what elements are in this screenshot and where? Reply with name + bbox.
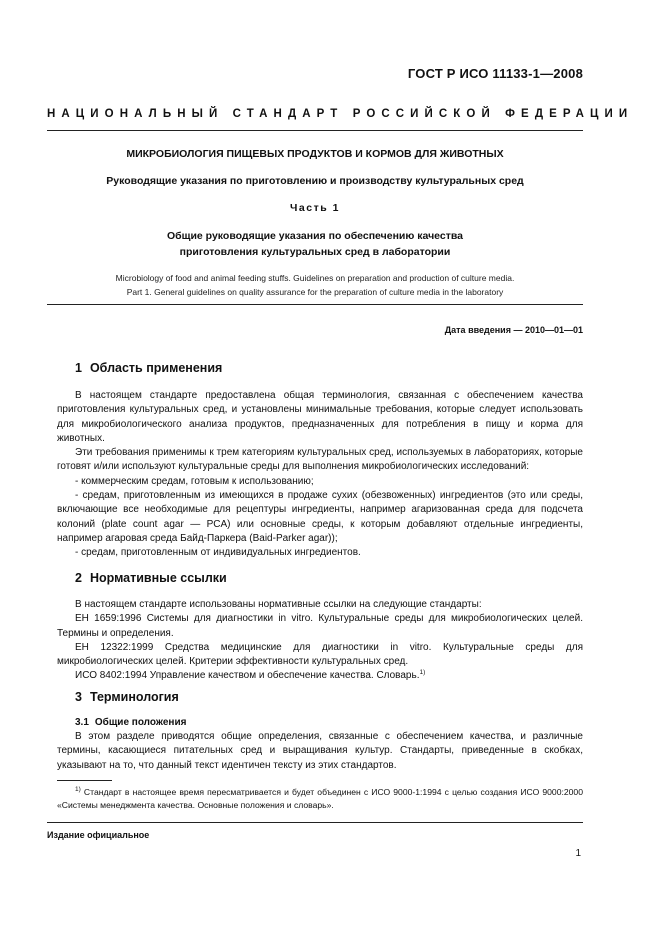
standard-subtitle: Руководящие указания по приготовлению и производству культуральных сред bbox=[106, 175, 524, 187]
document-code: ГОСТ Р ИСО 11133-1—2008 bbox=[407, 66, 583, 81]
section-3-title: Терминология bbox=[89, 690, 179, 704]
section-3-heading bbox=[75, 690, 179, 704]
national-standard-heading: НАЦИОНАЛЬНЫЙ СТАНДАРТ РОССИЙСКОЙ ФЕДЕРАЦИИ bbox=[47, 108, 634, 120]
english-title-line-1: Microbiology of food and animal feeding stuffs. Guidelines on preparation and production of culture media. bbox=[115, 273, 515, 283]
normative-reference bbox=[57, 669, 583, 683]
section-1-paragraph: В настоящем стандарте предоставлена общая терминология, связанная с обеспечением качества приготовления культуральных сред, и установлены минимальные требования, которые следует использовать для микробиологического анализа продуктов, предназначенных для потребления в пищу и корма для животных. bbox=[57, 390, 583, 444]
section-1-body bbox=[57, 389, 583, 561]
footnote bbox=[57, 786, 583, 812]
section-1-paragraph: Эти требования применимы к трем категориям культуральных сред, используемых в лабораториях, которые готовят и/или используют культуральные среды для выполнения микробиологических исследований: bbox=[57, 447, 583, 473]
section-3-body bbox=[57, 730, 583, 773]
standard-title: МИКРОБИОЛОГИЯ ПИЩЕВЫХ ПРОДУКТОВ И КОРМОВ ДЛЯ ЖИВОТНЫХ bbox=[126, 148, 504, 160]
section-2-body bbox=[57, 598, 583, 684]
official-edition-label: Издание официальное bbox=[47, 830, 150, 840]
section-3-paragraph: В этом разделе приводятся общие определения, связанные с обеспечением качества, и различные термины, касающиеся питательных сред и выращивания культур. Стандарты, приведенные в скобках, указывают на то, что данный текст идентичен тексту из этих стандартов. bbox=[57, 731, 583, 771]
page-number: 1 bbox=[575, 848, 581, 859]
list-item: - средам, приготовленным из имеющихся в продаже сухих (обезвоженных) ингредиентов (это или среды, включающие все необходимые для рецептуры ингредиенты, например агаризованная среда для подсчета колоний (plate count agar — PCA) или основные среды, к которым добавляют отдельные ингредиенты, например агаровая среда Байд-Паркера (Baid-Parker agar)); bbox=[57, 490, 583, 544]
section-1-heading bbox=[75, 361, 222, 375]
normative-reference-text: ИСО 8402:1994 Управление качеством и обеспечение качества. Словарь. bbox=[75, 670, 420, 682]
part-label: Часть 1 bbox=[290, 202, 340, 214]
subsection-3-1-number: 3.1 bbox=[75, 717, 89, 728]
header-divider bbox=[47, 130, 583, 131]
english-title-line-2: Part 1. General guidelines on quality assurance for the preparation of culture media in the laboratory bbox=[126, 287, 504, 297]
footnote-mark: 1) bbox=[75, 786, 81, 793]
subsection-3-1-heading bbox=[75, 717, 186, 728]
section-2-number: 2 bbox=[75, 571, 82, 585]
footnote-text bbox=[57, 786, 583, 812]
footnote-body: Стандарт в настоящее время пересматривается и будет объединен с ИСО 9000-1:1994 с целью создания ИСО 9000:2000 «Системы менеджмента качества. Основные положения и словарь». bbox=[57, 787, 583, 810]
introduction-date: Дата введения — 2010—01—01 bbox=[444, 325, 583, 335]
footnote-divider bbox=[57, 780, 112, 781]
footnote-reference[interactable]: 1) bbox=[419, 669, 426, 677]
section-2-title: Нормативные ссылки bbox=[89, 571, 227, 585]
title-divider bbox=[47, 304, 583, 305]
list-item: - средам, приготовленным от индивидуальных ингредиентов. bbox=[75, 547, 361, 559]
part-title bbox=[47, 228, 583, 260]
section-2-paragraph: В настоящем стандарте использованы нормативные ссылки на следующие стандарты: bbox=[75, 599, 482, 610]
normative-reference: ЕН 1659:1996 Системы для диагностики in vitro. Культуральные среды для микробиологических целей. Термины и определения. bbox=[57, 613, 583, 639]
subsection-3-1-title: Общие положения bbox=[94, 717, 187, 728]
english-title bbox=[47, 271, 583, 299]
section-2-heading bbox=[75, 571, 227, 585]
part-title-line-2: приготовления культуральных сред в лаборатории bbox=[179, 246, 451, 258]
section-1-title: Область применения bbox=[89, 361, 223, 375]
normative-reference: ЕН 12322:1999 Средства медицинские для диагностики in vitro. Культуральные среды для микробиологических целей. Критерии эффективности культуральных сред. bbox=[57, 641, 583, 668]
list-item: - коммерческим средам, готовым к использованию; bbox=[75, 475, 314, 487]
section-1-number: 1 bbox=[75, 361, 82, 375]
part-title-line-1: Общие руководящие указания по обеспечению качества bbox=[166, 230, 464, 242]
footer-divider bbox=[47, 822, 583, 823]
section-3-number: 3 bbox=[75, 690, 82, 704]
